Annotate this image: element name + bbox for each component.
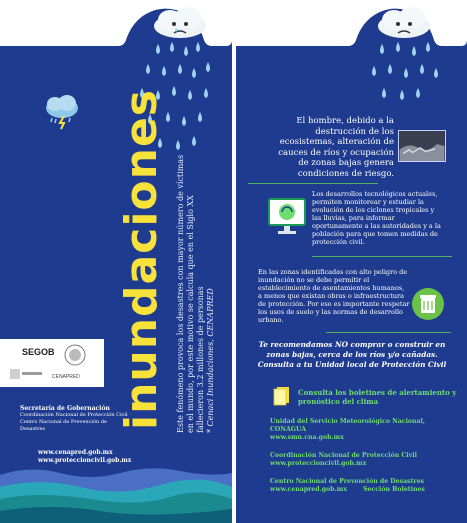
smn-name: Unidad del Servicio Meteorológico Nacional, — [270, 418, 426, 425]
segob-emblem-icon — [8, 367, 44, 381]
sad-cloud-icon — [150, 6, 210, 42]
cenapred-logo: CENAPRED — [52, 374, 80, 380]
recycle-icon — [411, 287, 445, 321]
smn-org: CONAGUA — [270, 426, 307, 433]
pc-name: Coordinación Nacional de Protección Civil — [270, 452, 417, 459]
cenapred-link[interactable]: www.cenapred.gob.mx — [270, 486, 347, 493]
divider — [326, 332, 451, 333]
documents-icon — [272, 386, 292, 406]
web-link[interactable]: www.proteccioncivil.gob.mx — [38, 457, 132, 464]
recommendation-text: Te recomendamos NO comprar o construir en zonas bajas, cerca de los ríos y/o cañadas. Consulta a tu Unidad local de Protección Civil — [257, 340, 447, 369]
monitor-icon — [268, 197, 306, 237]
hombre-paragraph: El hombre, debido a la destrucción de los ecosistemas, alteración de cauces de ríos y ocupación de zonas bajas genera condiciones de riesgo. — [278, 116, 394, 179]
smn-link[interactable]: www.smn.cna.gob.mx — [270, 434, 344, 441]
logo-box — [0, 339, 104, 387]
sad-cloud-icon — [374, 6, 434, 42]
divider — [248, 183, 378, 184]
pc-contact — [270, 452, 460, 468]
divider — [312, 256, 452, 257]
left-panel — [0, 0, 232, 523]
cenapred-name: Centro Nacional de Prevención de Desastres — [270, 478, 425, 485]
rain-drops — [354, 40, 454, 110]
water-waves — [0, 465, 232, 523]
right-panel — [236, 0, 467, 523]
storm-cloud-icon — [42, 94, 82, 130]
segob-logo: SEGOB — [22, 347, 55, 357]
smn-contact — [270, 418, 460, 442]
mexico-seal-icon — [63, 343, 87, 367]
web-link[interactable]: www.cenapred.gob.mx — [38, 449, 113, 456]
pc-link[interactable]: www.proteccioncivil.gob.mx — [270, 460, 367, 467]
institution-block — [20, 405, 130, 433]
technology-paragraph: Los desarrollos tecnológicos actuales, permiten monitorear y estudiar la evolución de los ciclones tropicales y las lluvias, para informar oportunamente a las autoridades y a la población para que tomen medidas de protección civil. — [312, 190, 441, 246]
cenapred-section: Sección Boletines — [363, 486, 425, 493]
pollution-photo — [398, 130, 446, 162]
institution-title: Secretaría de Gobernación — [20, 405, 110, 412]
intro-text: Este fenómeno provoca los desastres con mayor número de víctimas en el mundo, por este motivo se calcula que en el Siglo XX fallecieron 3.2 millones de personas * Cenaci Inundaciones, CENAPRED — [176, 154, 215, 433]
zones-paragraph: En las zonas identificadas con alto peligro de inundación no se debe permitir el establecimiento de asentamientos humanos, a menos que existan obras o infraestructura de protección. Por eso es importante respetar los usos de suelo y las normas de desarrollo urbano. — [258, 268, 410, 324]
institution-line: Coordinación Nacional de Protección Civil — [20, 412, 128, 418]
cenapred-contact — [270, 478, 460, 494]
consult-bulletins-text: Consulta los boletines de alertamiento y pronóstico del clima — [298, 388, 457, 406]
institution-line: Centro Nacional de Prevención de Desastres — [20, 419, 108, 432]
title-inundaciones: inundaciones — [116, 89, 167, 430]
